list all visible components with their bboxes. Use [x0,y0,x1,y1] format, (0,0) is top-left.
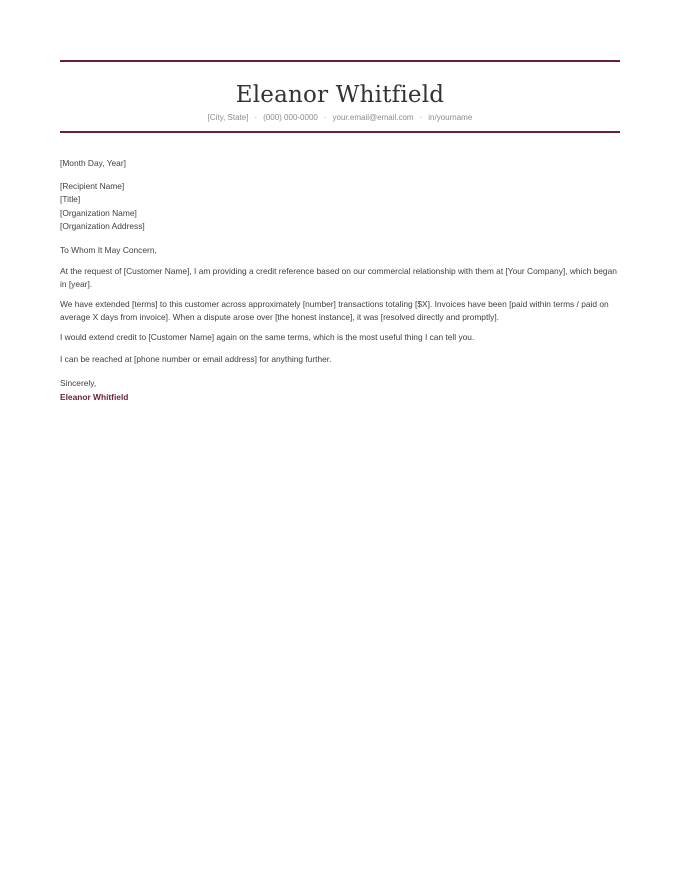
sender-name-heading: Eleanor Whitfield [235,82,445,108]
contact-phone: (000) 000-0000 [263,113,318,122]
header-bottom-rule [60,131,620,133]
body-paragraph: I would extend credit to [Customer Name] again on the same terms, which is the most useful thing I can tell you. [60,332,475,342]
contact-email: your.email@email.com [332,113,414,122]
contact-separator: · [254,113,258,122]
contact-linkedin: in/yourname [428,113,473,122]
contact-location: [City, State] [207,113,249,122]
contact-line [60,112,620,124]
recipient-organization: [Organization Name] [60,207,137,218]
body-paragraph: We have extended [terms] to this customer across approximately [number] transactions totaling [$X]. Invoices have been [paid within terms / paid on average X days from invoice]. When a dispute arose over [the honest instance], it was [resolved directly and promptly]. [60,299,609,322]
body-paragraph: At the request of [Customer Name], I am providing a credit reference based on our commercial relationship with them at [Your Company], which began in [year]. [60,266,617,289]
recipient-title: [Title] [60,194,81,205]
signature: Eleanor Whitfield [60,392,129,402]
letter-date: [Month Day, Year] [60,158,126,168]
recipient-block [60,180,620,233]
salutation: To Whom It May Concern, [60,245,157,255]
recipient-name: [Recipient Name] [60,181,125,191]
contact-separator: · [323,113,327,122]
contact-separator: · [419,113,423,122]
closing: Sincerely, [60,378,97,388]
recipient-address: [Organization Address] [60,220,145,231]
body-paragraph: I can be reached at [phone number or email address] for anything further. [60,354,332,364]
header-top-rule [60,60,620,62]
